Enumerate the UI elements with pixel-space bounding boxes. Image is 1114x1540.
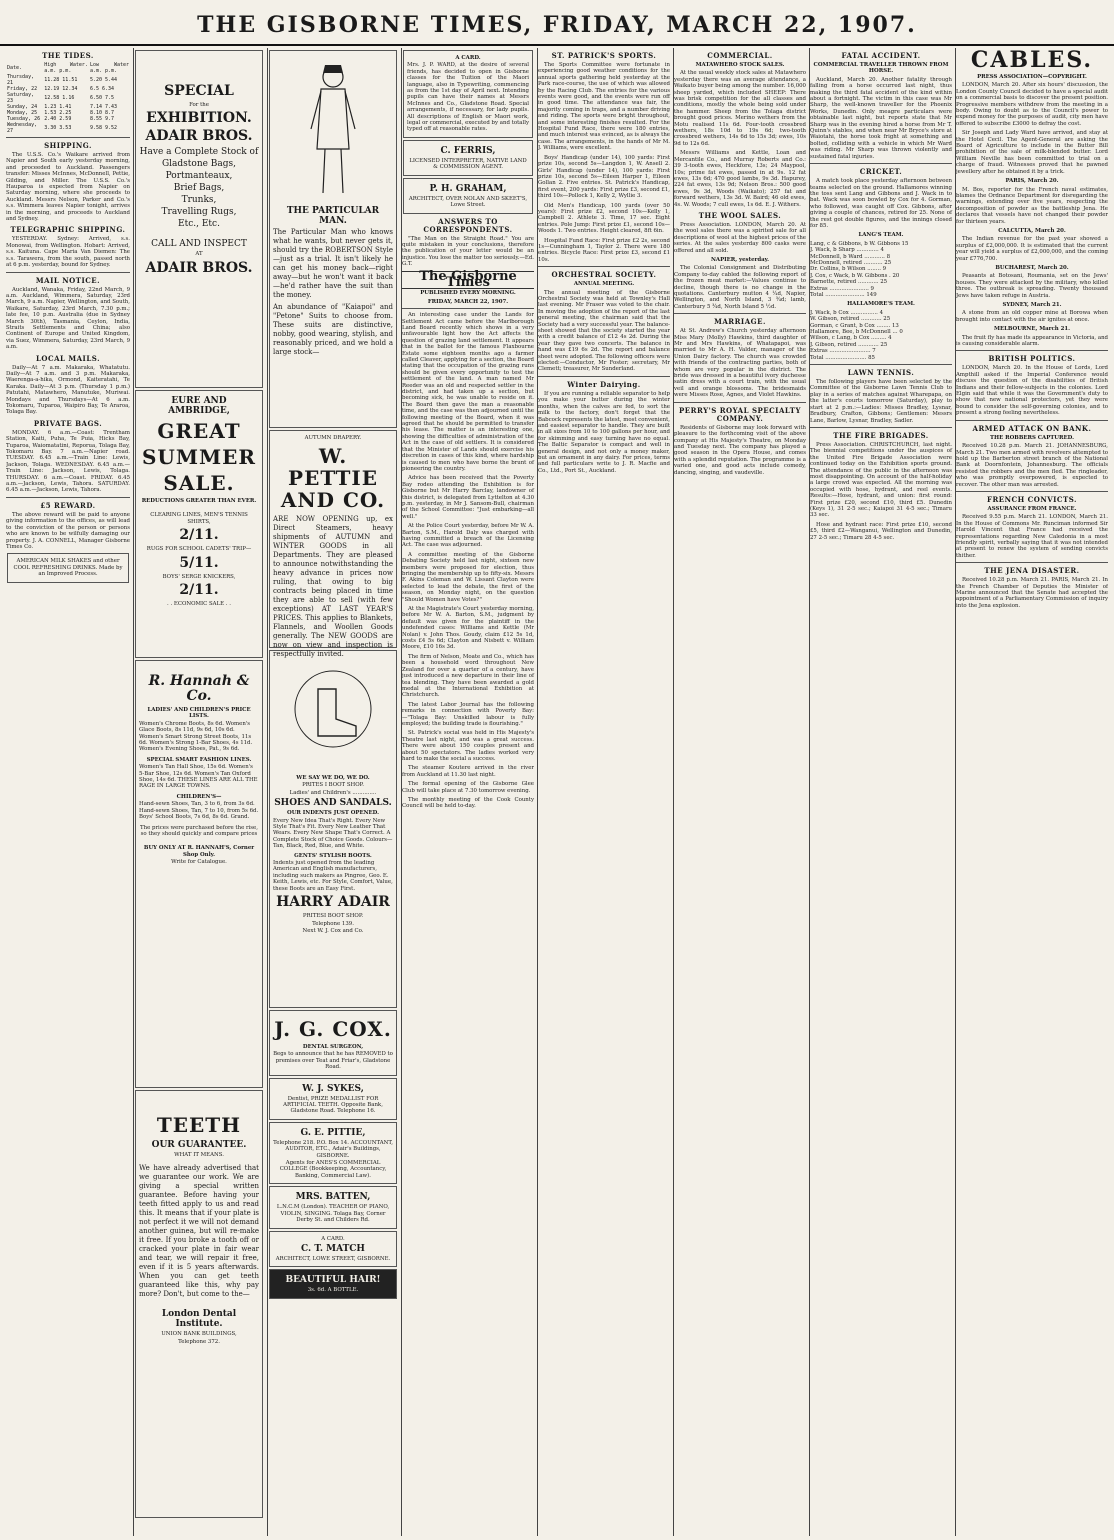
lang-team-row: Extras ....................... 9 <box>810 285 874 292</box>
hannah-text: Women's Chrome Boots, 8s 6d. Women's Glace Boots, 8s 11d, 9s 6d, 10s 6d. Women's Smart Strong Street Boots, 11s 6d. Women's Strong 1-Bar Shoes, 4s 11d. Women's Evening Shoes, Pat., 9s 6d. <box>139 720 253 753</box>
tides-cell: 12.19 12.34 <box>44 86 78 92</box>
tides-cell: 12.58 1.16 <box>44 95 75 101</box>
french-convicts-sub: ASSURANCE FROM FRANCE. <box>987 505 1077 512</box>
sykes-ad <box>269 1078 397 1120</box>
armed-attack-text: Received 10.28 p.m. March 21. JOHANNESBURG, March 21. Two men armed with revolvers attempted to hold up the Barberton street branch of the National Bank at Doornfontein, Johannesburg. The officials resisted the robbers and the men fled. The ringleader, who was promptly overpowered, is expected to recover. The other man was arrested. <box>956 443 1108 488</box>
boot-icon <box>288 664 378 764</box>
gisborne-times-mast: The Gisborne Times <box>402 271 534 290</box>
sykes-name: W. J. SYKES, <box>302 1083 364 1094</box>
eure-clearing: CLEARING LINES, MEN'S TENNIS SHIRTS, <box>150 512 248 525</box>
perry-heading: PERRY'S ROYAL SPECIALTY COMPANY. <box>679 405 801 423</box>
private-bags-heading: PRIVATE BAGS. <box>33 418 103 428</box>
shipping-text: The U.S.S. Co.'s Waikare arrived from Napier and South early yesterday morning, and proceeded to Auckland. Passengers transfer: Misses McInnes, McDonnell, Pettie, Gilding, and Miller. The U.S.S. Co.'s Hauparoa is expected from Napier on Saturday morning, where she proceeds to Auckland. Messrs Nelson, Parker and Co.'s s.s. Wimmera leaves Napier tonight, arrives in the morning, and proceeds to Auckland and Sydney. <box>6 152 130 223</box>
lang-team-row: J. Cox, c Wack, b W. Gibbons . 20 <box>810 272 900 279</box>
st-patricks-results: Old Men's Handicap, 100 yards (over 50 years): First prize £2, second 10s—Kelly 1, Campbell 2. Athlete 3. Time, 17 sec. Eight entries. Pole Jump: First prize £1, second 10s—Woods 1. Two entries. Height cleared, 8ft 6in. <box>538 202 670 235</box>
leader-text: The firm of Nelson, Moate and Co., which has been a household word throughout New Zealand for over a quarter of a century, have just introduced a new departure in their line of tea blending. They have been awarded a gold medal at the International Exhibition at Christchurch. <box>402 653 534 699</box>
reward-heading: £5 REWARD. <box>40 500 96 510</box>
leader-text: The formal opening of the Gisborne Glee Club will take place at 7.30 tomorrow evening. <box>402 781 534 794</box>
local-mails-text: Daily—At 7 a.m. Makaraka, Whatatutu. Daily—At 7 a.m. and 3 p.m. Makaraka, Waerenga-a-hika, Ormond, Kaiteratahi, Te Karaka. Daily—At 3 p.m. (Thursday 1 p.m.) Patutahi, Matawhero, Manutuke, Muriwai. Mondays and Thursdays—At 6 a.m. Tokomaru, Tuparoa, Waipiro Bay, Te Araroa, Tolaga Bay. <box>6 364 130 416</box>
marriage-text: At St. Andrew's Church yesterday afternoon Miss Mary (Molly) Hawkins, third daughter of Mr and Mrs Hawkins, of Whatapapoi, was married to Mr A. H. Valder, manager of the Union Dairy factory. The church was crowded with friends of the contracting parties, both of whom are very popular in the district. The bride was dressed in a beautiful ivory duchesse satin dress with a court train, with the usual veil and orange blossoms. The bridesmaids were Misses Rose, Agnes, and Violet Hawkins. <box>674 328 806 399</box>
harry-text: Every New Idea That's Right. Every New Style That's Fit. Every New Leather That Wears. Every New Shape That's Correct. A Complete Stock of Choice Goods. Colours—Tan, Black, Red, Blue, and White. <box>273 817 393 850</box>
column-8 <box>956 48 1108 1536</box>
adair-ad <box>135 50 263 388</box>
eure-sale: SALE. <box>163 471 235 495</box>
adair-list-item: Trunks, <box>181 195 217 206</box>
armed-attack-sub: THE ROBBERS CAPTURED. <box>990 434 1074 441</box>
harry-slogan: WE SAY WE DO, WE DO. <box>296 775 370 781</box>
harry-ladies: Ladies' and Children's .............. <box>289 789 377 796</box>
adair-name-2: ADAIR BROS. <box>145 259 253 276</box>
cox-title: DENTAL SURGEON, <box>302 1044 364 1050</box>
fire-brigades-text: Press Association. CHRISTCHURCH, last night. The biennial competitions under the auspices of the United Fire Brigade Association were continued today on the Exhibition sports ground. The attendance of the public in the afternoon was most disappointing. On account of the half-holiday a large crowd was expected. All the morning was occupied with hose, hydrant, and reel events. Results:—Hose, hydrant, and union: first round: First prize £20, second £10, third £5. Dunedin (Keys 1), 31 2-5 sec.; Kaiapoi 31 4-5 sec.; Timaru 33 sec. <box>810 441 952 519</box>
agents-text: Agents for ANES'S COMMERCIAL COLLEGE (Bookkeeping, Accountancy, Banking, Commercial Law). <box>279 1160 387 1179</box>
batten-ad <box>269 1186 397 1228</box>
divider <box>956 350 1108 351</box>
column-4 <box>402 48 538 1536</box>
hannah-special: SPECIAL SMART FASHION LINES. <box>146 756 252 763</box>
cables-dateline: BUCHAREST, March 20. <box>995 264 1069 271</box>
fatal-accident-heading: FATAL ACCIDENT. <box>841 51 921 60</box>
hannah-text-2: Women's Tan Hall Shoe, 15s 6d. Women's 5-Bar Shoe, 12s 6d. Women's Tan Oxford Shoe, 14s 6d. THESE LINES ARE ALL THE RAGE IN LARGE TOWNS. <box>139 764 258 790</box>
eure-price-1: 2/11. <box>179 527 219 544</box>
tides-cell: Thursday, 21 <box>7 74 35 86</box>
divider <box>810 427 952 428</box>
fire-brigades-heading: THE FIRE BRIGADES. <box>833 430 929 440</box>
ward-card-title: A CARD. <box>455 55 481 61</box>
divider <box>538 266 670 267</box>
cricket-heading: CRICKET. <box>859 167 903 177</box>
hallamore-team-row: Gorman, c Grant, b Cox ........ 13 <box>810 322 899 329</box>
graham-ad <box>403 178 533 214</box>
french-convicts-heading: FRENCH CONVICTS. <box>987 494 1077 504</box>
pittie-text: Telephone 218. P.O. Box 14. ACCOUNTANT, AUDITOR, ETC., Adair's Buildings, GISBORNE. <box>273 1139 393 1159</box>
french-convicts-text: Received 9.55 p.m. March 21. LONDON, March 21. In the House of Commons Mr. Runciman informed Sir Harold Vincent that France had received the representations regarding New Caledonia in a most friendly spirit, verbally saying that it was not intended at present to renew the system of sending convicts thither. <box>956 514 1108 559</box>
tides-cell: 8.10 8.7 <box>89 110 115 116</box>
tides-cell: Wednesday, 27 <box>7 122 38 134</box>
eure-reductions: REDUCTIONS GREATER THAN EVER. <box>141 498 257 504</box>
hallamore-team-row: J. Gibson, retired ............ 25 <box>810 341 888 348</box>
column-2 <box>134 48 268 1536</box>
pittie-name: G. E. PITTIE, <box>300 1127 366 1138</box>
private-bags-text: MONDAY. 6 a.m.—Coast: Trentham Station, Kaiti, Puha, Te Puia, Hicks Bay, Tuparoa, Waiomatatini, Reporua, Tolaga Bay, Tokomaru Bay. 7 a.m.—Napier road. TUESDAY. 6.45 a.m.—Train Line: Lewis, Jackson, Tolaga. WEDNESDAY. 6.45 a.m.—Train Line: Jackson, Lewis, Tolaga. THURSDAY. 6 a.m.—Coast. FRIDAY. 6.45 a.m.—Jackson, Lewis, Tahora. SATURDAY. 6.45 a.m.—Jackson, Lewis, Tahora. <box>6 429 130 494</box>
hannah-children: CHILDREN'S— <box>176 793 222 800</box>
pettie-ad <box>269 430 397 659</box>
cables-text: LONDON, March 20. After six hours' discussion, the London County Council decided to have a special audit on a commercial basis to discover the present position. Progressive members withdrew from the meeting in a body. Owing to doubt as to the Council's power to expend money for the purposes of audit, city men have offered to subscribe £3000 to defray the cost. <box>956 82 1108 127</box>
column-5 <box>538 48 674 1536</box>
column-6 <box>674 48 810 1536</box>
napier-dateline: NAPIER, yesterday. <box>710 256 770 263</box>
teeth-ad <box>135 1090 263 1518</box>
adair-call: CALL AND INSPECT <box>151 239 247 250</box>
tides-cell: 6.50 7.5 <box>89 95 115 101</box>
adair-list-item: Etc., Etc. <box>178 219 220 230</box>
cables-text: Peasants at Botosani, Roumania, set on the Jews' houses. They were attacked by the military, who killed three. The outbreak is spreading. Twenty thousand Jews have taken refuge in Austria. <box>956 273 1108 299</box>
ferris-ad <box>403 140 533 176</box>
gt-published: PUBLISHED EVERY MORNING. <box>420 290 516 297</box>
pittie-ad <box>269 1122 397 1184</box>
hair-price: 3s. 6d. A BOTTLE. <box>307 1287 359 1294</box>
lawn-tennis-text: The following players have been selected by the Committee of the Gisborne Lawn Tennis Club to play in a series of matches against Wharepapa, on the latter's courts tomorrow (Saturday), play to start at 2 p.m.:—Ladies: Misses Bradley, Lysnar, Bradbury, Crafton, Gibbons; Gentlemen: Messrs Lane, Barlow, Lysnar, Bradley, Sadler. <box>810 379 952 424</box>
divider <box>538 376 670 377</box>
orchestral-heading: ORCHESTRAL SOCIETY. <box>551 270 657 280</box>
lawn-tennis-heading: LAWN TENNIS. <box>847 368 915 378</box>
graham-name: P. H. GRAHAM, <box>429 183 507 194</box>
divider <box>674 402 806 403</box>
cables-dateline: MELBOURNE, March 21. <box>994 326 1070 333</box>
cox-text: Begs to announce that he has REMOVED to premises over Teat and Friar's, Gladstone Road. <box>273 1051 393 1071</box>
answers-text: "The Man on the Straight Road." You are quite mistaken in your conclusions, therefore the publication of your letter would be an injustice. You lose the matter too seriously.—Ed. G.T. <box>402 235 534 268</box>
lang-team-row: J. Wack, b Sharp ............. 4 <box>810 247 884 254</box>
masthead-title: THE GISBORNE TIMES, FRIDAY, MARCH 22, 1907. <box>197 12 917 38</box>
pettie-text: ARE NOW OPENING up, ex Direct Steamers, heavy shipments of AUTUMN and WINTER GOODS in all Departments. They are pleased to announce notwithstanding the heavy advance in prices now ruling, that owing to big contracts being placed in time they are able to sell (with few exceptions) AT LAST YEAR'S PRICES. This applies to Blankets, Flannels, and Woollen Goods generally. The NEW GOODS are now on view and inspection is respectfully invited. <box>273 515 393 659</box>
leader-text: The monthly meeting of the Cook County Council will be held to-day. <box>402 797 534 810</box>
cables-heading: CABLES. <box>970 48 1094 73</box>
teeth-what: WHAT IT MEANS. <box>174 1152 224 1158</box>
divider <box>956 562 1108 563</box>
column-3 <box>268 48 402 1536</box>
st-patricks-results: Hospital Fund Race: First prize £2 2s, second 1s—Cunningham 1, Taylor 2. There were 180 entries. Bicycle Race: First prize £3, second £1 10s. <box>538 237 670 263</box>
tides-cell: Sunday, 24 <box>7 104 38 110</box>
harry-sub: PRITESI BOOT SHOP. <box>302 913 364 920</box>
cricket-text: A match took place yesterday afternoon between teams selected on the ground. Hallamores winning the toss sent Lang and Gibbons and J. Wack in to bat. Wack was soon bowled by Cox for 4. Gorman, who followed, was caught off Cox. Gibbons, after giving a couple of chances, retired for 25. None of the rest got double figures, and the innings closed for 85. <box>810 178 952 229</box>
teeth-london: London Dental Institute. <box>161 1309 237 1330</box>
mail-heading: MAIL NOTICE. <box>35 275 101 285</box>
tides-header-row <box>6 62 130 74</box>
tides-cell: Monday, 25 <box>7 110 38 116</box>
column-1 <box>6 48 134 1536</box>
ward-card-ad <box>403 50 533 138</box>
tides-header-cell: Low Water a.m. p.m. <box>89 62 129 74</box>
cables-text: The Indian revenue for the past year showed a surplus of £2,000,000. It is estimated that the current year will yield a surplus of £2,000,000, and the coming year £776,700. <box>956 236 1108 262</box>
gt-date: FRIDAY, MARCH 22, 1907. <box>427 298 509 305</box>
man-figure-icon <box>293 59 373 199</box>
tides-cell: 1.23 1.41 <box>44 104 72 110</box>
harry-shoes: SHOES AND SANDALS. <box>274 798 392 809</box>
lang-team-heading: LANG'S TEAM. <box>858 232 904 239</box>
divider <box>402 308 534 309</box>
boot-illustration <box>273 654 393 774</box>
eure-ambridge-ad <box>135 390 263 658</box>
fire-brigades-text: Hose and hydrant race: First prize £10, second £5, third £2—Wanganui, Wellington and Dunedin, 27 2-5 sec.; Timaru 28 4-5 sec. <box>810 521 952 541</box>
adair-for: For the <box>189 102 209 108</box>
tides-row <box>6 74 130 86</box>
st-patricks-results: Boys' Handicap (under 14), 100 yards: First prize 10s, second 5s—Langdon 1, W. Ansell 2. Girls' Handicap (under 14), 100 yards: First prize 10s, second 5s—Eileen Harper 1, Eileen Gollan 2. Five entries. St. Patrick's Handicap, first event, 200 yards: First prize £3, second £1, third 10s—Pollock 1, Kelly 2, Wyllie 3. <box>538 154 670 200</box>
tides-cell: Saturday, 23 <box>7 92 35 104</box>
tides-cell: Tuesday, 26 <box>7 116 41 122</box>
pettie-name: W. PETTIE AND CO. <box>280 444 386 513</box>
tuck-ad <box>269 1231 397 1268</box>
tides-header-cell: High Water. a.m. p.m. <box>44 62 88 74</box>
orchestral-sub: ANNUAL MEETING. <box>573 281 635 288</box>
teeth-phone: Telephone 372. <box>178 1338 220 1345</box>
hannah-ad <box>135 660 263 1088</box>
divider <box>6 137 130 138</box>
masthead <box>0 0 1114 46</box>
adair-at: AT <box>195 251 203 258</box>
leader-text: Advice has been received that the Poverty Bay rodeo attending the Exhibition is for Gisborne but Mr Harry Barclay, landowner of this district, is delegated from Lyttelton at 4.30 p.m. yesterday, in Mr J. Sansom-Bull, chairman of the School Committee: "Just embarking—all well." <box>402 475 534 520</box>
harry-shop: PRITES I BOOT SHOP. <box>302 782 364 789</box>
tides-cell: 7.14 7.43 <box>89 104 118 110</box>
batten-text: L.N.C.M (London). TEACHER OF PIANO, VIOLIN, SINGING. Tolaga Bay, Corner Derby St. and Childers Rd. <box>276 1204 390 1224</box>
jena-heading: THE JENA DISASTER. <box>984 566 1080 576</box>
british-politics-text: LONDON, March 20. In the House of Lords, Lord Ampthill asked if the Imperial Conference would discuss the question of the disabilities of British Indians and their fellow-subjects in the colonies. Lord Elgin said that while it was the Government's duty to show that new national protectors, yet they were bound to consider the self-governing colonies, and to present a strong feeling nevertheless. <box>956 365 1108 417</box>
batten-name: MRS. BATTEN, <box>295 1192 371 1203</box>
hannah-text-3: Hand-sewn Shoes, Tan, 3 to 6, from 3s 6d. Hand-sewn Shoes, Tan, 7 to 10, from 5s 6d. Boys' School Boots, 7s 6d, 8s 6d. Grand. <box>139 801 259 821</box>
local-mails-heading: LOCAL MAILS. <box>36 353 100 363</box>
hannah-title: LADIES' AND CHILDREN'S PRICE LISTS. <box>147 707 251 720</box>
teeth-text: We have already advertised that we guarantee our work. We are giving a special written guarantee. Before having your teeth fitted apply to us and read this. It means that if your plate is not perfect it we will not demand another guinea, but will re-make it free. If you broke a tooth off or cracked your plate in fair wear and tear, we will repair it free, even if it is 5 years afterwards. When you can get teeth guaranteed like this, why pay more? Don't, but come to the— <box>139 1164 259 1299</box>
lang-team-row: Total ....................... 149 <box>810 292 877 298</box>
leader-text: A committee meeting of the Gisborne Debating Society held last night, sixteen new members were proposed for election, thus bringing the membership up to fifty-six. Messrs F. Akins Coleman and W. Lissant Clayton were selected to lead the debate, the first of the season, on Monday night, on the question "Should Women have Votes?" <box>402 551 534 603</box>
teeth-union: UNION BANK BUILDINGS, <box>161 1331 237 1338</box>
reward-text: The above reward will be paid to anyone giving information to the offices, as will lead to the conviction of the person or persons who are known to be wilfully damaging our property. J. A. CONNELL, Manager Gisborne Times Co. <box>6 511 130 550</box>
tuck-text: ARCHITECT, LOWE STREET, GISBORNE. <box>275 1255 391 1262</box>
man-illustration <box>273 54 393 204</box>
adair-name: ADAIR BROS. <box>145 128 253 145</box>
wool-sales-text: Press Association. LONDON, March 20. At the wool sales there was a spirited sale for all descriptions of wool at the highest prices of the series. At the sales yesterday 800 casks were offered and all sold. <box>674 221 806 254</box>
tides-cell: 11.28 11.51 <box>44 77 78 83</box>
hannah-buy: BUY ONLY AT R. HANNAH'S, Corner Shop Only. <box>143 845 255 858</box>
cox-name: J. G. COX. <box>274 1017 392 1041</box>
leader-text: The steamer Koutere arrived in the river from Auckland at 11.30 last night. <box>402 765 534 778</box>
eure-great: GREAT <box>157 419 241 443</box>
pettie-autumn: AUTUMN DRAPERY. <box>304 435 362 441</box>
lang-team-row: Dr. Collins, b Wilson ........ 9 <box>810 266 887 273</box>
hallamore-team-row: W. Gibson, retired ............ 25 <box>810 316 891 323</box>
hannah-logo: R. Hannah & Co. <box>148 673 250 704</box>
tuck-label: A CARD. <box>321 1235 345 1242</box>
lang-team-row: Lang, c & Gibbons, b W. Gibbons 15 <box>810 240 909 247</box>
commercial-heading: COMMERCIAL. <box>707 51 773 60</box>
ferris-text: LICENSED INTERPRETER, NATIVE LAND & COMMISSION AGENT. <box>409 157 527 171</box>
man-title: THE PARTICULAR MAN. <box>286 206 380 226</box>
divider <box>6 497 130 498</box>
telegraphic-text: YESTERDAY. Sydney: Arrived, s.s. Monowai, from Wellington. Hobart: Arrived, s.s. Kaituna. Cape Maria Van Diemen: The s.s. Tarawera, from the south, passed north at 6 p.m. yesterday, bound for Sydney. <box>6 236 130 269</box>
tides-heading: THE TIDES. <box>42 51 94 60</box>
cables-sub: PRESS ASSOCIATION—COPYRIGHT. <box>977 74 1087 80</box>
answers-heading: ANSWERS TO CORRESPONDENTS. <box>423 216 513 234</box>
tides-cell: 1.53 2.25 <box>44 110 72 116</box>
eure-rugs: RUGS FOR SCHOOL CADETS' TRIP— <box>146 546 252 553</box>
cables-dateline: PARIS, March 20. <box>1005 178 1059 185</box>
tides-cell: 8.55 9.7 <box>89 116 115 122</box>
adair-list-item: Travelling Rugs, <box>161 207 237 218</box>
eure-price-2: 5/11. <box>179 554 219 571</box>
marriage-heading: MARRIAGE. <box>714 317 766 327</box>
sykes-text: Dentist, PRIZE MEDALLIST FOR ARTIFICIAL TEETH. Opposite Bank, Gladstone Road. Telephone 16. <box>283 1095 383 1115</box>
column-7 <box>810 48 956 1536</box>
adair-list-item: Brief Bags, <box>173 183 225 194</box>
commercial-text: At the usual weekly stock sales at Matawhero yesterday there was an average attendance, a Waikato buyer being among the number. 16,000 sheep yarded, which included SHEEP: There was brisk competition for the all classes and conditions, mostly the whole being sold under the hammer. Sheep from the Tolaga district brought good prices. Merino wethers from the Motu realised 11s 6d. Four-tooth crossbred wethers, 18s 10d to 19s 6d; two-tooth crossbred wethers, 14s 6d to 15s 3d; ewes, 10s 9d to 12s 6d. <box>674 70 806 147</box>
tides-row <box>6 92 130 104</box>
cables-text: Sir Joseph and Lady Ward have arrived, and stay at the Hotel Cecil. The Agent-General are asking the Board of Agriculture to include in the Butter Bill prohibition of the sale of milk-blended butter. Lord William Neville has been committed to trial on a charge of fraud. Witnesses proved that he pawned jewellery after he obtained it by a trick. <box>956 130 1108 175</box>
hallamore-team-row: Total ........................ 85 <box>810 354 875 361</box>
winter-dairying-heading: Winter Dairying. <box>567 379 641 389</box>
cables-text: M. Bos, reporter for the French naval estimates, blames the Ordnance Department for disregarding the warnings, extending over five years, respecting the decomposition of powder as the battleship Jena. He declares that vessels have not changed their powder for thirteen years. <box>956 186 1108 225</box>
milk-shakes-text: AMERICAN MILK SHAKES and other COOL REFRESHING DRINKS. Made by an Improved Process. <box>13 558 123 578</box>
hallamore-team-heading: HALLAMORE'S TEAM. <box>847 301 915 308</box>
eure-summer: SUMMER <box>141 445 257 469</box>
eure-title: EURE AND AMBRIDGE, <box>168 396 230 416</box>
st-patricks-text: The Sports Committee were fortunate in experiencing good weather conditions for the annual sports gathering held yesterday at the Park race-course, the use of which was allowed by the Racing Club. The entries for the various events were good, and the events were run off in good time. The attendance was fair, the majority coming in traps, and a number driving and riding. The sports were bright throughout, and some interesting finishes resulted. For the Hospital Fund Race, there were 180 entries, and much interest was evinced, as is always the case. The arrangements, in the hands of Mr M. J. Williams, were excellent. <box>538 62 670 152</box>
armed-attack-heading: ARMED ATTACK ON BANK. <box>972 423 1092 433</box>
particular-man-ad <box>269 50 397 428</box>
divider <box>956 420 1108 421</box>
tides-table <box>6 62 130 134</box>
divider <box>6 272 130 273</box>
ferris-name: C. FERRIS, <box>440 145 496 156</box>
mail-text: Auckland, Wanaka, Friday, 22nd March, 9 a.m. Auckland, Wimmera, Saturday, 23rd March, 9 a.m. Napier, Wellington, and South, Waikare, Saturday, 23rd March, 7.30 p.m.; late fee, 10 p.m. Australia (due in Sydney March 30th), Tasmania, Ceylon, India, Straits Settlements and China; also Continent of Europe and United Kingdom, via Suez, Wimmera, Saturday, 23rd March, 9 a.m. <box>6 286 130 351</box>
teeth-guarantee: OUR GUARANTEE. <box>151 1140 247 1150</box>
tides-cell: 9.58 9.52 <box>89 125 118 131</box>
cables-dateline: SYDNEY, March 21. <box>1002 302 1062 308</box>
jena-text: Received 10.28 p.m. March 21. PARIS, March 21. In the French Chamber of Deputies the Minister of Marine announced that the Senate had accepted the appointment of a Parliamentary Commission of inquiry into the Jena explosion. <box>956 577 1108 609</box>
napier-text: The Colonial Consignment and Distributing Company to-day cabled the following report of the frozen meat market:—Values continue to decline, though there is no change in the quotations. Canterbury mutton 4 ¼d, Napier, Wellington, and North Island, 3 ¾d; lamb, Canterbury 5 ¾d, North Island 5 ½d. <box>674 265 806 310</box>
ward-card-text: Mrs. J. P. WARD, at the desire of several friends, has decided to open in Gisborne classes for the Tuition of the Maori language, also in Typewriting, commencing as from the 1st day of April next. Intending pupils can have their names at Messrs McInnes and Co., Gladstone Road. Special arrangements, if necessary, for lady pupils. All descriptions of English or Maori work, legal or commercial, executed by and totally typed off at reasonable rates. <box>407 62 529 133</box>
hair-ad <box>269 1269 397 1298</box>
divider <box>674 313 806 314</box>
british-politics-heading: BRITISH POLITICS. <box>988 354 1076 364</box>
hallamore-team-row: J. Wack, b Cox ................ 4 <box>810 309 884 316</box>
graham-text: ARCHITECT, OVER NOLAN AND SKEET'S, Lowe Street. <box>408 195 528 209</box>
lang-team-row: McDonnell, b Ward ............ 8 <box>810 253 891 260</box>
hannah-write: Write for Catalogue. <box>171 859 227 866</box>
fatal-accident-text: Auckland, March 20. Another fatality through falling from a horse occurred last night, thus making the third fatal accident of the kind within about a fortnight. The victim in this case was Mr Sharp, the well-known traveller for the Phoenix Works, Dunedin. Only meagre particulars were obtainable last night, but reports state that Mr Sharp was in the evening hired a horse from Mr T. Quinn's stables, and when near Mr Bryce's store at Waiotahi, the horse took fright at something and bolted, colliding with a vehicle in which Mr Ward was riding. Mr Sharp was thrown violently and sustained fatal injuries. <box>810 76 952 160</box>
leader-text: At the Magistrate's Court yesterday morning, before Mr W. A. Barton, S.M., judgment by default was given for the plaintiff in the undefended cases: Williams and Kettle (Mr Nolan) v. John Thos. Goudy, claim £12 5s 1d, costs £4 5s 6d; Clayton and Nisbett v. William Moore, £10 16s 3d. <box>402 606 534 651</box>
leader-text: At the Police Court yesterday, before Mr W. A. Barton, S.M., Harold Daly was charged with having committed a breach of the Licensing Act. The case was adjourned. <box>402 523 534 549</box>
teeth-title: TEETH <box>156 1113 242 1137</box>
leader-text: St. Patrick's social was held in His Majesty's Theatre last night, and was a great success. There were about 150 couples present and about 50 spectators. The ladies worked very hard to make the social a success. <box>402 730 534 762</box>
divider <box>810 163 952 164</box>
adair-list-item: Gladstone Bags, <box>161 159 237 170</box>
leader-text: The latest Labor Journal has the following remarks in connection with Poverty Bay:—"Tolaga Bay: Unskilled labour is fully employed; the building trade is flourishing." <box>402 701 534 727</box>
cables-text: The fruit fly has made its appearance in Victoria, and is causing considerable alarm. <box>956 334 1108 348</box>
eure-economic: . . ECONOMIC SALE . . <box>167 601 231 608</box>
tides-row <box>6 122 130 134</box>
st-patricks-heading: ST. PATRICK'S SPORTS. <box>551 51 657 60</box>
hair-title: BEAUTIFUL HAIR! <box>285 1275 381 1286</box>
cables-text: A stone from an old copper mine at Borowa when brought into contact with the air ignites at once. <box>956 310 1108 323</box>
divider <box>810 364 952 365</box>
divider <box>956 491 1108 492</box>
harry-gents-text: Indents just opened from the leading American and English manufacturers, including such makers as Pingree, Geo. E. Keith, Lewis, etc. For Style, Comfort, Value, these Boots are an Easy First. <box>273 860 393 892</box>
eure-price-3: 2/11. <box>179 582 219 599</box>
commercial-text: Messrs Williams and Kettle, Loan and Mercantile Co., and Murray Roberts and Co.: 39 3-tooth ewes, Heckfore, 13s; 24 Maypool, 10s; prime fat ewes, passed in at 9s. 12 fat ewes, 13s 6d; 470 good lambs, 9s 3d. Hapurey, 224 fat ewes, 13s 9d; Nelson Bros.: 500 good ewes, 9s 3d, Woods (Waikato); 257 fat and forward wethers, 13s 3d. W. Baird; 46 old ewes, 4s. W. Woods; 7 cull ewes, 1s 6d. E. J. Withers. <box>674 150 806 208</box>
lang-team-row: McDonnell, retired ........... 25 <box>810 259 892 266</box>
harry-tel: Telephone 139. <box>312 920 354 927</box>
wool-sales-heading: THE WOOL SALES. <box>698 210 782 220</box>
hallamore-team-row: Hallamore, Bee, b McDonnell ... 0 <box>810 329 903 336</box>
lang-team-row: Barnette, retired ............ 25 <box>810 279 888 286</box>
adair-special: SPECIAL <box>164 83 234 99</box>
leader-text: An interesting case under the Lands for Settlement Act came before the Marlborough Land Board recently which shows in a very unfavourable light how the Act affects the question of grazing land settlement. It appears that in the ballot for the famous Flaxbourne Estate some eighteen months ago a farmer called Cleaver, applying for a section, the Board stating that the occupation of the grazing runs should be given every opportunity to test the settlement of the land. A man named Mr Reeder was an old and respected settler in the district, and had taken up a section, but becoming sick, he was unable to reside on it. The Board then gave the man a reasonable time, and the case was then adjourned until the following meeting of the Board, when it was agreed that he should be permitted to transfer his lease. The matter is an interesting one, showing the difficulties of administration of the Act in the case of old settlers. It is considered that the Minister of Lands should exercise his discretion in cases of this kind, where hardship is caused to men who have borne the brunt of pioneering the country. <box>402 312 534 472</box>
tides-cell: 5.20 5.44 <box>89 77 118 83</box>
tides-header-cell: Date. <box>7 65 23 71</box>
harry-adair-ad <box>269 650 397 1008</box>
man-text: The Particular Man who knows what he wants, but never gets it, should try the ROBERTSON Style—just as a trial. It isn't likely he can get his money back—right away—but he won't want it back—he'd rather have the suit than the money. <box>273 228 393 299</box>
tides-cell: Friday, 22 <box>7 86 38 92</box>
tides-cell: 2.40 2.59 <box>44 116 72 122</box>
winter-dairying-text: If you are running a reliable separator to help you make your butter during the winter months, when the calves are fed, to sort the milk to the factory, don't forget that the Babcock represents the latest, most convenient, and easiest separator to handle. They are built in all sizes from 10 to 100 gallons per hour, and for skimming and easy turning have no equal. The Baltic Separator is compact and well in general design, and not only a money maker, but an ornament in any dairy. For prices, terms and full particulars write to J. R. Macfie and Co., Ltd., Port St., Auckland. <box>538 390 670 474</box>
man-text-2: An abundance of "Kaiapoi" and "Petone" Suits to choose from. These suits are distinctive, nobby, good wearing, stylish, and reasonably priced, and we hold a large stock— <box>273 303 393 356</box>
adair-exhibition: EXHIBITION. <box>146 110 252 127</box>
milk-shakes-ad <box>7 553 129 582</box>
cox-ad <box>269 1010 397 1076</box>
tuck-name: C. T. MATCH <box>301 1243 365 1254</box>
hallamore-team-row: Extras ........................ 7 <box>810 348 876 355</box>
perry-text: Residents of Gisborne may look forward with pleasure to the forthcoming visit of the above company at His Majesty's Theatre, on Monday and Tuesday next. The company has played a good season in the Opera House, and comes with a splendid reputation. The programme is a varied one, and good acts include comedy, dancing, singing, and vaudeville. <box>674 424 806 476</box>
orchestral-text: The annual meeting of the Gisborne Orchestral Society was held at Townley's Hall last evening. Mr Fraser was voted to the chair. In moving the adoption of the report of the last general meeting, the chairman said that the Society had a very successful year. The balance-sheet showed that the society started the year with a credit balance of £12 4s 2d. During the year they gave two concerts. The balance in hand was £19 6s 2d. The report and balance sheet were adopted. The following officers were elected:—Conductor, Mr Foster; secretary, Mr Clemett; treasurer, Mr Sunderland. <box>538 289 670 373</box>
shipping-heading: SHIPPING. <box>44 141 92 150</box>
cables-dateline: CALCUTTA, March 20. <box>998 227 1066 234</box>
hannah-note: The prices were purchased before the rise, so they should quickly and compare prices <box>140 824 258 837</box>
eure-knickers: BOYS' SERGE KNICKERS, <box>162 573 236 580</box>
harry-name: HARRY ADAIR <box>276 894 390 911</box>
tides-cell: 6.5 6.34 <box>89 86 115 92</box>
adair-list-item: Have a Complete Stock of <box>139 147 259 158</box>
adair-list-item: Portmanteaux, <box>165 171 233 182</box>
harry-gents: GENTS' STYLISH BOOTS. <box>294 852 372 859</box>
harry-addr: Next W. J. Cox and Co. <box>302 927 364 934</box>
harry-indents: OUR INDENTS JUST OPENED. <box>287 810 379 817</box>
fatal-accident-sub: COMMERCIAL TRAVELLER THROWN FROM HORSE. <box>813 62 949 75</box>
tides-cell: 3.30 3.53 <box>44 125 72 131</box>
telegraphic-heading: TELEGRAPHIC SHIPPING. <box>10 225 126 235</box>
commercial-sub: MATAWHERO STOCK SALES. <box>695 62 785 68</box>
hallamore-team-row: Wilson, c Lang, b Cox ......... 4 <box>810 335 892 342</box>
